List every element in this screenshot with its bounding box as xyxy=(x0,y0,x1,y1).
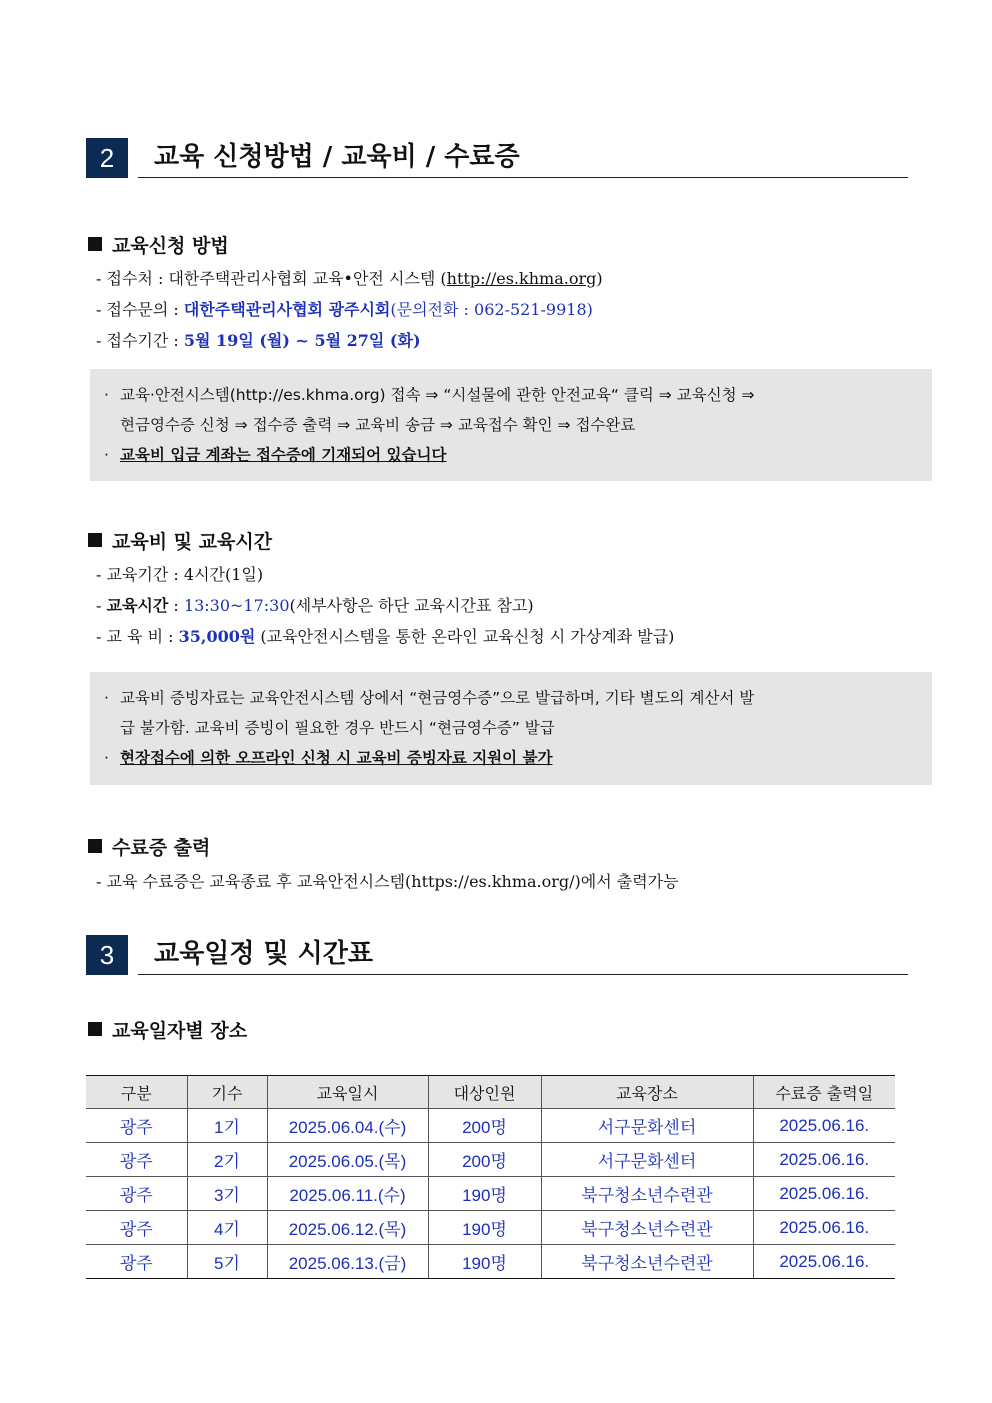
fee-amount: 35,000원 xyxy=(178,627,256,646)
section-rule xyxy=(138,974,908,975)
cell-cert-date: 2025.06.16. xyxy=(753,1177,895,1211)
line-label: - 접수기간 : xyxy=(96,331,184,350)
square-bullet-icon xyxy=(88,237,102,251)
table-row xyxy=(86,1143,895,1177)
cell-cert-date: 2025.06.16. xyxy=(753,1245,895,1279)
cell-venue: 북구청소년수련관 xyxy=(541,1211,753,1245)
cell-cert-date: 2025.06.16. xyxy=(753,1211,895,1245)
class-time: 13:30~17:30 xyxy=(183,596,290,615)
cell-region: 광주 xyxy=(86,1143,187,1177)
col-header-capacity: 대상인원 xyxy=(428,1076,541,1109)
section-number: 3 xyxy=(86,935,128,975)
cell-venue: 서구문화센터 xyxy=(541,1109,753,1143)
note-bullet: · xyxy=(104,689,109,707)
section-title: 교육 신청방법 / 교육비 / 수료증 xyxy=(154,142,520,172)
note-item xyxy=(90,440,932,470)
col-header-session: 기수 xyxy=(187,1076,267,1109)
note-text: 교육·안전시스템(http://es.khma.org) 접속 ⇒ “시설물에 관한 안전교육“ 클릭 ⇒ 교육신청 ⇒ xyxy=(120,386,755,404)
cert-line: - 교육 수료증은 교육종료 후 교육안전시스템(https://es.khma.org/)에서 출력가능 xyxy=(96,872,679,891)
line-text: 대한주택관리사협회 교육•안전 시스템 ( xyxy=(168,269,447,288)
apply-note-box xyxy=(90,369,932,481)
inquiry-contact: (문의전화 : 062-521-9918) xyxy=(390,300,593,319)
line-label: - 교 육 비 : xyxy=(96,627,179,646)
system-link[interactable]: http://es.khma.org xyxy=(446,269,597,288)
fee-line-amount xyxy=(96,626,674,648)
square-bullet-icon xyxy=(88,839,102,853)
table-row xyxy=(86,1177,895,1211)
square-bullet-icon xyxy=(88,533,102,547)
fee-line-duration xyxy=(96,564,263,586)
cell-session: 2기 xyxy=(187,1143,267,1177)
note-text-emphasis: 현장접수에 의한 오프라인 신청 시 교육비 증빙자료 지원이 불가 xyxy=(120,749,553,767)
apply-period: 5월 19일 (월) ~ 5월 27일 (화) xyxy=(183,331,421,350)
section-rule xyxy=(138,177,908,178)
section-2-header xyxy=(86,138,908,178)
note-item xyxy=(90,743,932,773)
cell-capacity: 200명 xyxy=(428,1143,541,1177)
cell-capacity: 190명 xyxy=(428,1211,541,1245)
cell-date: 2025.06.04.(수) xyxy=(267,1109,428,1143)
cell-session: 3기 xyxy=(187,1177,267,1211)
section-title: 교육일정 및 시간표 xyxy=(154,939,374,969)
fee-note-box xyxy=(90,672,932,785)
line-colon: : xyxy=(168,596,184,615)
cell-region: 광주 xyxy=(86,1177,187,1211)
table-header-row xyxy=(86,1076,895,1109)
note-text-emphasis: 교육비 입금 계좌는 접수증에 기재되어 있습니다 xyxy=(120,446,447,464)
subheading-text: 수료증 출력 xyxy=(112,837,211,859)
cell-capacity: 200명 xyxy=(428,1109,541,1143)
square-bullet-icon xyxy=(88,1022,102,1036)
line-note: (교육안전시스템을 통한 온라인 교육신청 시 가상계좌 발급) xyxy=(255,627,675,646)
subheading-text: 교육신청 방법 xyxy=(112,235,229,257)
note-bullet: · xyxy=(104,386,109,404)
cell-date: 2025.06.12.(목) xyxy=(267,1211,428,1245)
line-label: - 접수처 : xyxy=(96,269,169,288)
apply-line-inquiry xyxy=(96,299,593,321)
subheading-fee xyxy=(88,530,272,554)
note-item xyxy=(90,683,932,713)
subheading-apply xyxy=(88,234,229,258)
cell-cert-date: 2025.06.16. xyxy=(753,1143,895,1177)
line-label: - 교육기간 : xyxy=(96,565,184,584)
apply-line-period xyxy=(96,330,421,352)
col-header-region: 구분 xyxy=(86,1076,187,1109)
cell-venue: 북구청소년수련관 xyxy=(541,1245,753,1279)
note-text: 교육비 증빙자료는 교육안전시스템 상에서 “현금영수증”으로 발급하며, 기타 별도의 계산서 발 xyxy=(120,689,755,707)
section-3-header xyxy=(86,935,908,975)
cell-venue: 서구문화센터 xyxy=(541,1143,753,1177)
cell-session: 4기 xyxy=(187,1211,267,1245)
schedule-table xyxy=(86,1075,895,1279)
cell-cert-date: 2025.06.16. xyxy=(753,1109,895,1143)
section-number: 2 xyxy=(86,138,128,178)
subheading-text: 교육일자별 장소 xyxy=(112,1020,248,1042)
subheading-schedule xyxy=(88,1019,247,1043)
inquiry-org: 대한주택관리사협회 광주시회 xyxy=(183,300,391,319)
note-item xyxy=(90,380,932,410)
note-bullet: · xyxy=(104,446,109,464)
line-note: (세부사항은 하단 교육시간표 참고) xyxy=(289,596,534,615)
line-tail: ) xyxy=(596,269,603,288)
table-row xyxy=(86,1245,895,1279)
line-dash: - xyxy=(96,596,107,615)
note-bullet: · xyxy=(104,749,109,767)
fee-line-time xyxy=(96,595,534,617)
subheading-cert xyxy=(88,836,210,860)
table-row xyxy=(86,1211,895,1245)
cell-date: 2025.06.13.(금) xyxy=(267,1245,428,1279)
line-text: 4시간(1일) xyxy=(183,565,264,584)
col-header-venue: 교육장소 xyxy=(541,1076,753,1109)
cell-region: 광주 xyxy=(86,1109,187,1143)
line-label: - 접수문의 : xyxy=(96,300,184,319)
line-label: 교육시간 xyxy=(106,596,169,615)
cell-capacity: 190명 xyxy=(428,1245,541,1279)
apply-line-reception xyxy=(96,268,603,290)
note-continuation: 현금영수증 신청 ⇒ 접수증 출력 ⇒ 교육비 송금 ⇒ 교육접수 확인 ⇒ 접수완료 xyxy=(120,416,636,434)
subheading-text: 교육비 및 교육시간 xyxy=(112,531,273,553)
cell-session: 5기 xyxy=(187,1245,267,1279)
cell-region: 광주 xyxy=(86,1245,187,1279)
col-header-cert-date: 수료증 출력일 xyxy=(753,1076,895,1109)
cell-date: 2025.06.11.(수) xyxy=(267,1177,428,1211)
cell-region: 광주 xyxy=(86,1211,187,1245)
note-continuation: 급 불가함. 교육비 증빙이 필요한 경우 반드시 “현금영수증” 발급 xyxy=(120,719,555,737)
col-header-date: 교육일시 xyxy=(267,1076,428,1109)
cell-venue: 북구청소년수련관 xyxy=(541,1177,753,1211)
cell-session: 1기 xyxy=(187,1109,267,1143)
cell-capacity: 190명 xyxy=(428,1177,541,1211)
table-row xyxy=(86,1109,895,1143)
cell-date: 2025.06.05.(목) xyxy=(267,1143,428,1177)
